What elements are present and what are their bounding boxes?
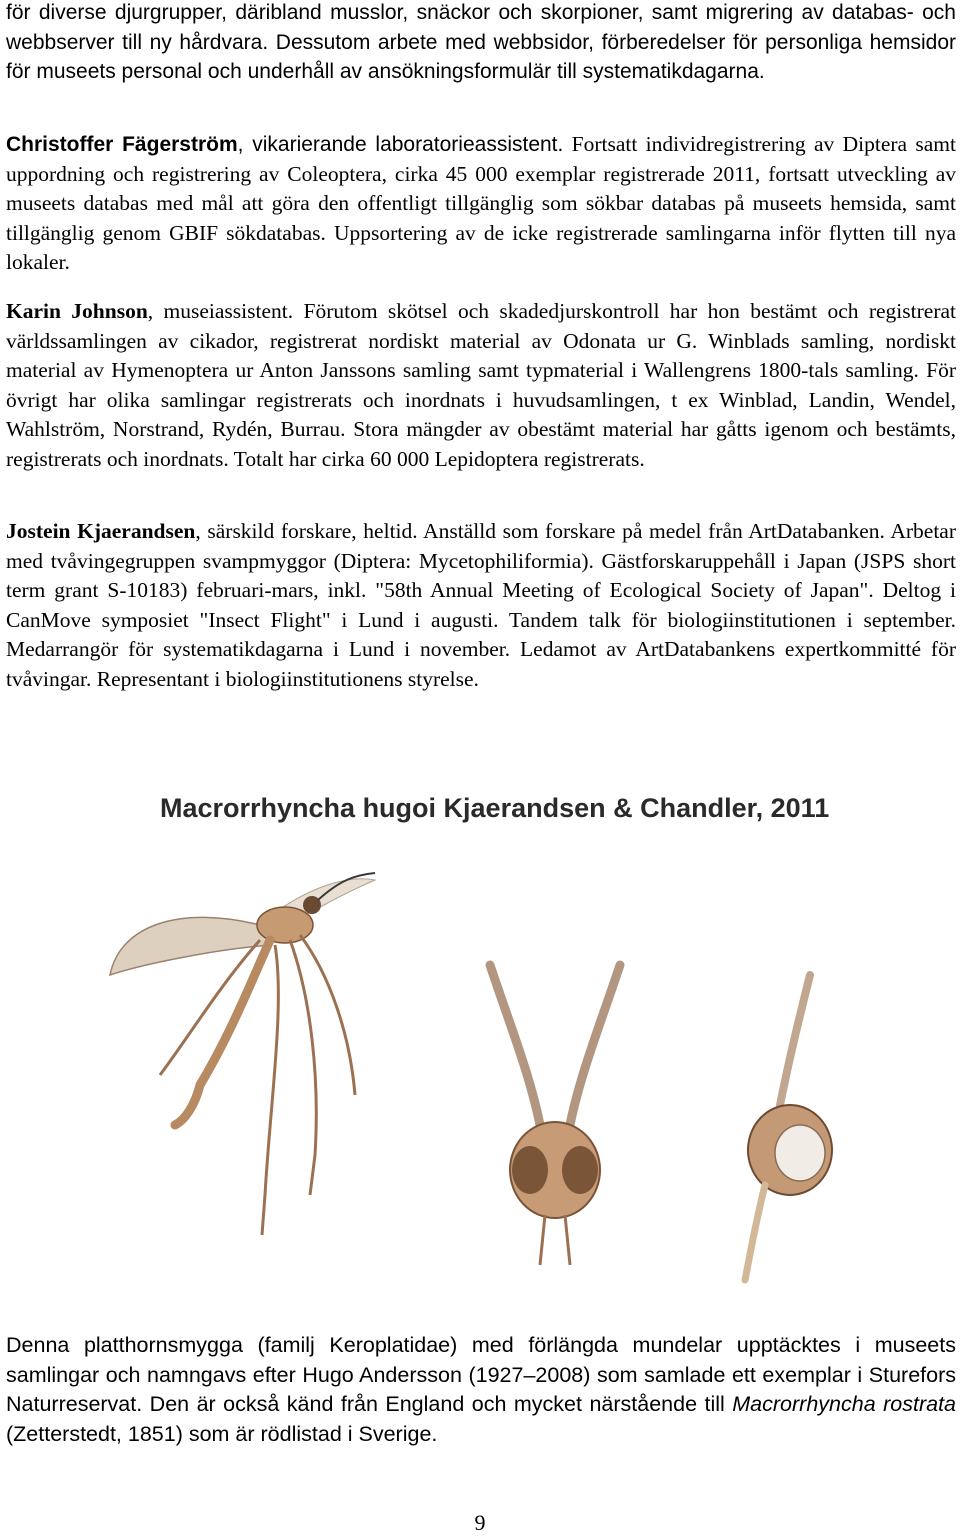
- caption-species-name: Macrorrhyncha rostrata: [732, 1392, 957, 1416]
- staff-role: , särskild forskare, heltid.: [195, 519, 418, 543]
- staff-name: Jostein Kjaerandsen: [6, 519, 196, 543]
- staff-entry-karin: [6, 297, 956, 474]
- fly-whole-body-illustration: [110, 873, 375, 1235]
- insect-figure: [100, 775, 920, 1285]
- staff-name: Christoffer Fägerström: [6, 133, 238, 156]
- staff-entry-christoffer: [6, 130, 956, 278]
- page-number: 9: [474, 1510, 486, 1535]
- staff-entry-jostein: [6, 517, 956, 694]
- staff-role: , vikarierande laboratorieassistent.: [237, 133, 564, 156]
- figure-title: Macrorrhyncha hugoi Kjaerandsen & Chandler, 2011: [160, 793, 830, 823]
- fly-head-frontal-illustration: [490, 965, 620, 1265]
- caption-text-end: (Zetterstedt, 1851) som är rödlistad i Sverige.: [6, 1421, 438, 1446]
- fly-head-lateral-illustration: [745, 975, 832, 1280]
- staff-description: Anställd som forskare på medel från ArtDatabanken. Arbetar med tvåvingegruppen svampmyggor (Diptera: Mycetophiliformia). Gästforskaruppehåll i Japan (JSPS short term grant S-10183) februari-mars, inkl. "58th Annual Meeting of Ecological Society of Japan". Deltog i CanMove symposiet "Insect Flight" i Lund i augusti. Tandem talk för biologiinstitutionen i september. Medarrangör för systematikdagarna i Lund i november. Ledamot av ArtDatabankens expertkommitté för tvåvingar. Representant i biologiinstitutionens styrelse.: [6, 519, 957, 691]
- staff-name: Karin Johnson: [6, 299, 148, 323]
- caption-text-start: Denna platthornsmygga (familj Keroplatidae) med förlängda mundelar upptäcktes i museets samlingar och namngavs efter Hugo Andersson (1927–2008) som samlade ett exemplar i Sturefors Naturreservat. Den är också känd från England och mycket närstående till: [6, 1333, 956, 1416]
- intro-paragraph: för diverse djurgrupper, däribland musslor, snäckor och skorpioner, samt migrering av databas- och webbserver till ny hårdvara. Dessutom arbete med webbsidor, förberedelser för personliga hemsidor för museets personal och underhåll av ansökningsformulär till systematikdagarna.: [6, 1, 956, 83]
- figure-caption: [6, 1331, 956, 1449]
- staff-description: Fortsatt individregistrering av Diptera samt uppordning och registrering av Coleoptera, cirka 45 000 exemplar registrerade 2011, fortsatt utveckling av museets databas med mål att göra den offentligt tillgänglig som sökbar databas på museets hemsida, samt tillgänglig genom GBIF sökdatabas. Uppsortering av de icke registrerade samlingarna inför flytten till nya lokaler.: [6, 132, 956, 274]
- staff-role: , museiassistent.: [147, 299, 294, 323]
- staff-description: Förutom skötsel och skadedjurskontroll har hon bestämt och registrerat världssamlingen av cikador, registrerat nordiskt material av Odonata ur G. Winblads samling, nordiskt material av Hymenoptera ur Anton Janssons samling samt typmaterial i Wallengrens 1800-tals samling. För övrigt har olika samlingar registrerats och inordnats i huvudsamlingen, t ex Winblad, Landin, Wendel, Wahlström, Norstrand, Rydén, Burrau. Stora mängder av obestämt material har gåtts igenom och bestämts, registrerats och inordnats. Totalt har cirka 60 000 Lepidoptera registrerats.: [6, 299, 956, 471]
